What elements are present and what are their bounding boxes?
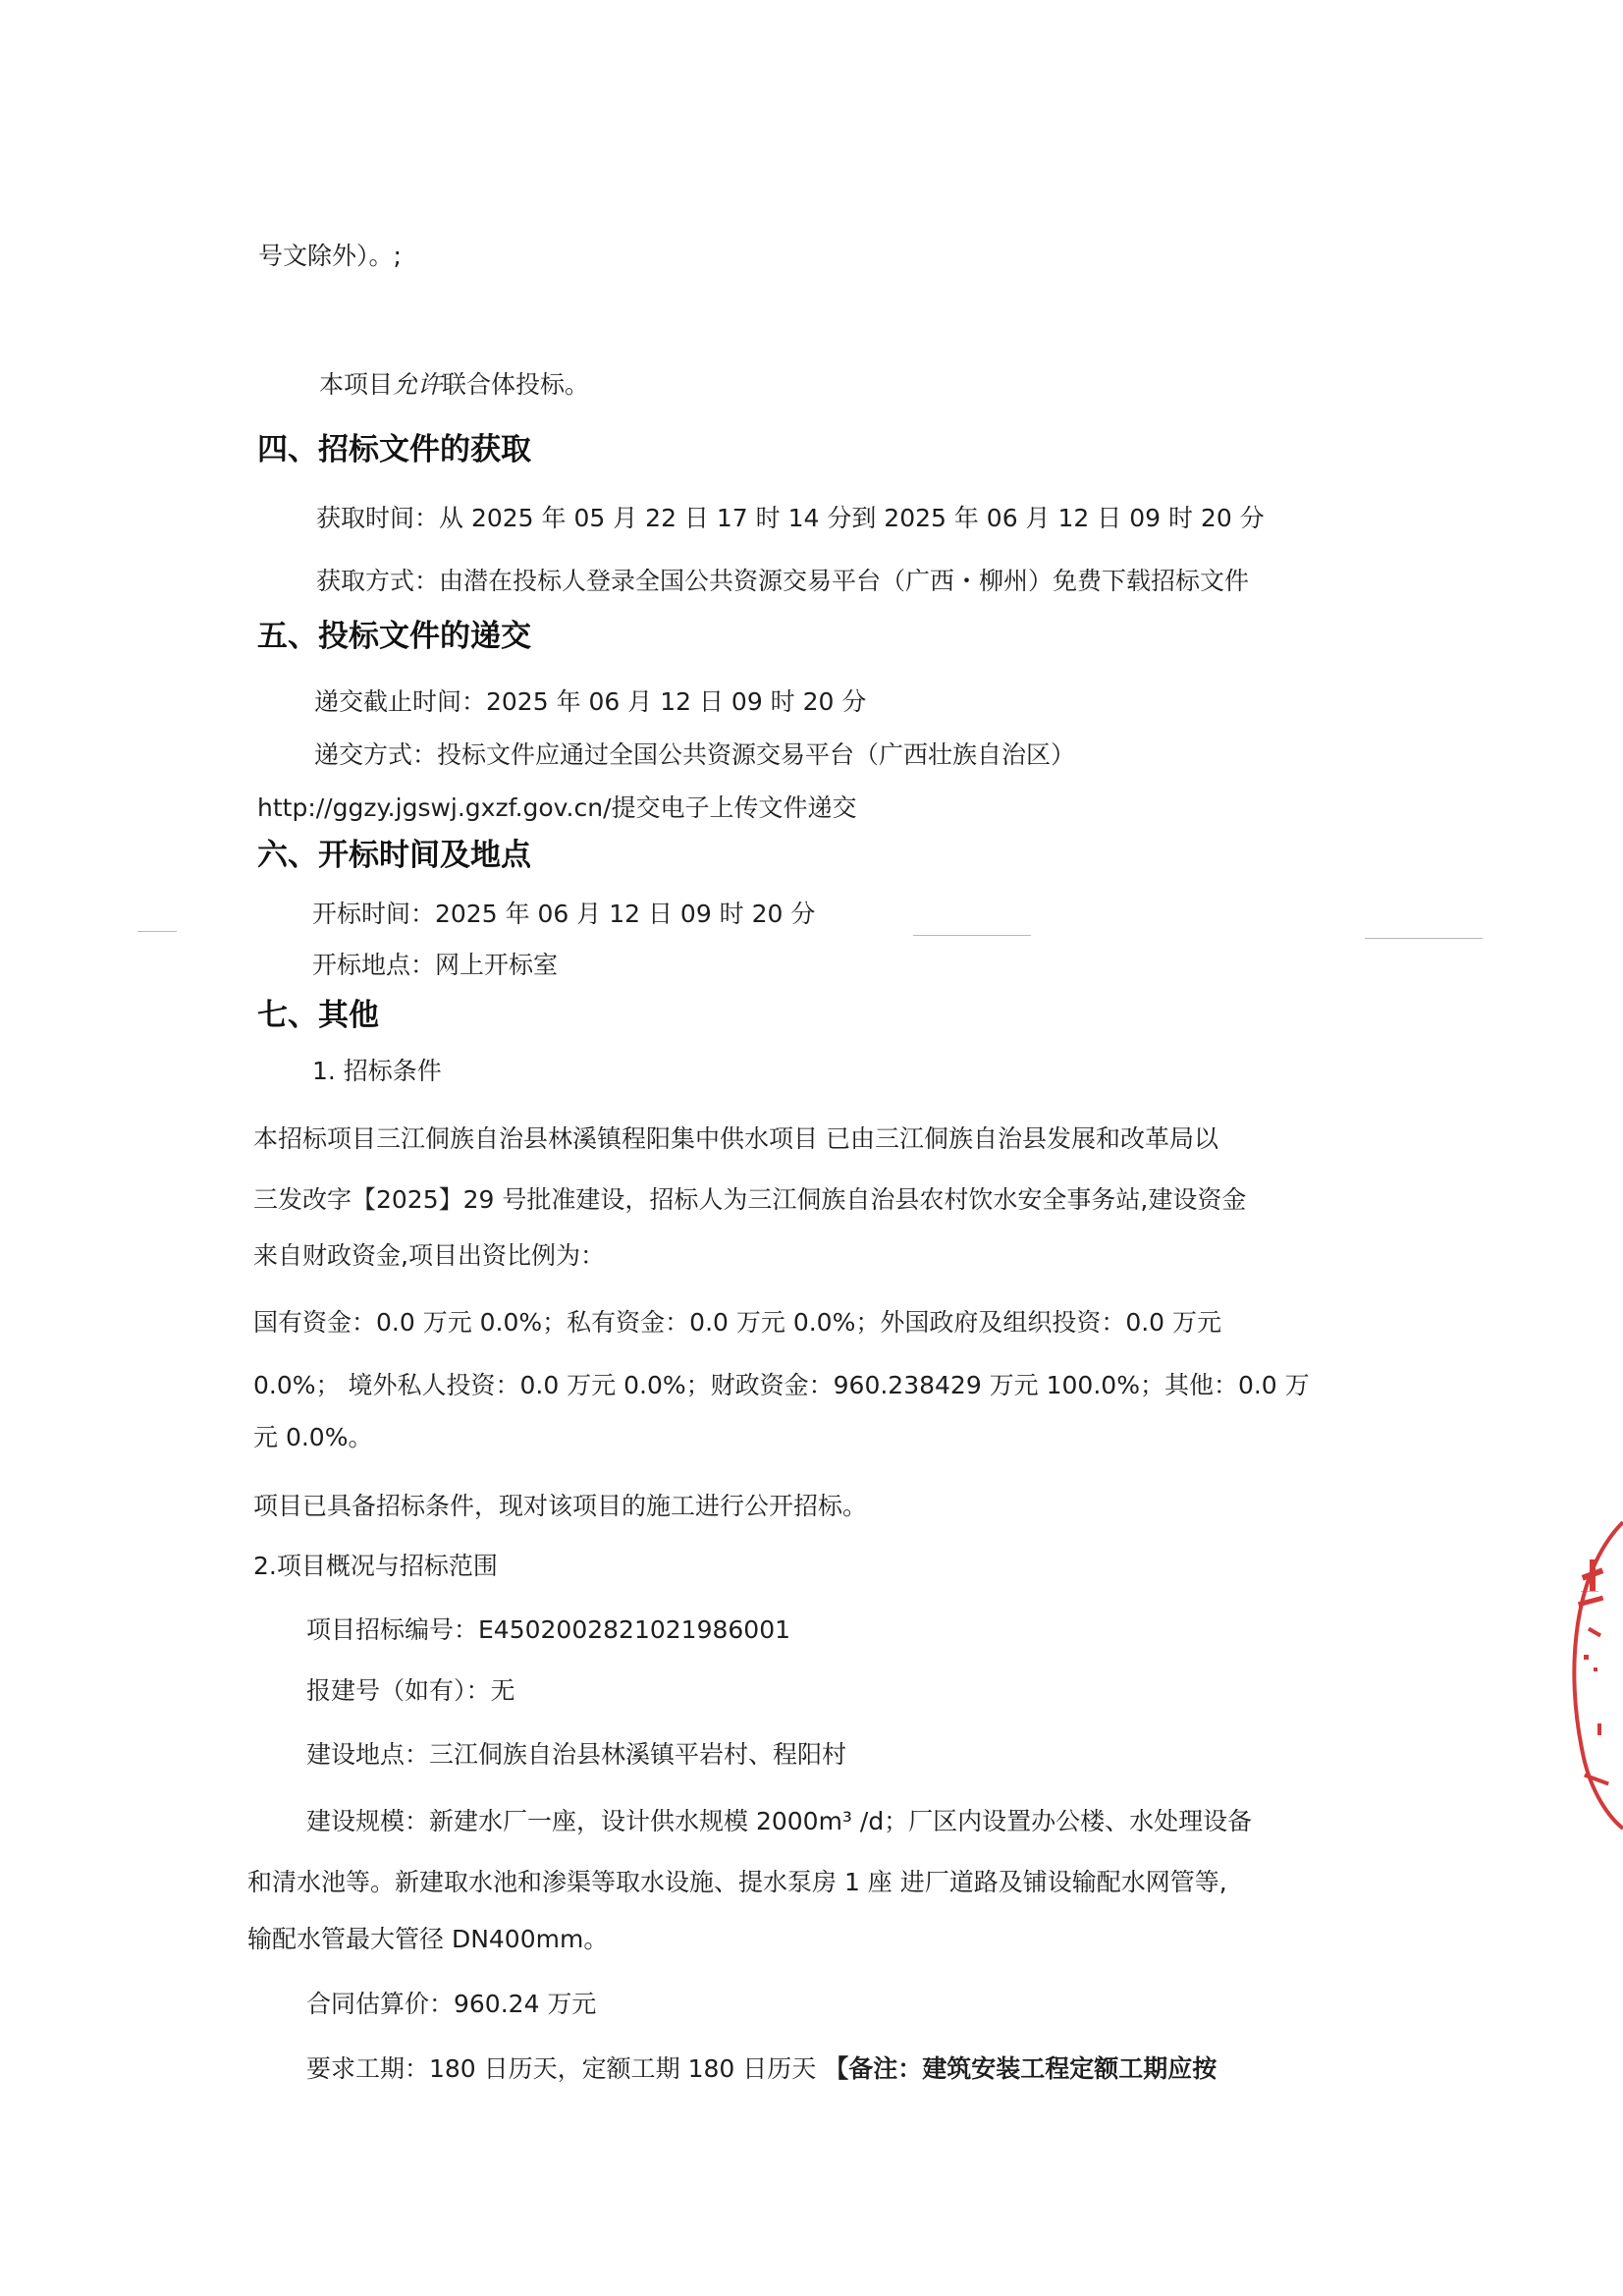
text-line-period	[306, 2052, 1217, 2086]
text-segment: 要求工期：180 日历天，定额工期 180 日历天	[306, 2054, 825, 2083]
section-heading-6: 六、开标时间及地点	[257, 838, 531, 873]
text-line-scale: 和清水池等。新建取水池和渗渠等取水设施、提水泵房 1 座 进厂道路及铺设输配水网管等,	[247, 1868, 1227, 1896]
paragraph-line: 项目已具备招标条件，现对该项目的施工进行公开招标。	[253, 1492, 868, 1520]
text-line-url: http://ggzy.jgswj.gxzf.gov.cn/提交电子上传文件递交	[257, 793, 857, 822]
text-line-consortium	[319, 368, 589, 402]
text-segment-note: 【备注：建筑安装工程定额工期应按	[824, 2054, 1217, 2083]
subheading-project-overview: 2.项目概况与招标范围	[253, 1552, 498, 1580]
text-line-deadline: 递交截止时间：2025 年 06 月 12 日 09 时 20 分	[314, 687, 867, 716]
handwritten-segment: 允许	[393, 370, 443, 399]
seal-icon	[1554, 1512, 1623, 1836]
text-line-scale: 输配水管最大管径 DN400mm。	[247, 1925, 609, 1953]
paragraph-line: 来自财政资金,项目出资比例为：	[253, 1241, 605, 1270]
text-segment: 联合体投标。	[442, 370, 590, 399]
paragraph-line: 国有资金：0.0 万元 0.0%；私有资金：0.0 万元 0.0%；外国政府及组织投资：0.0 万元	[253, 1308, 1222, 1337]
scan-noise	[137, 931, 177, 932]
section-heading-4: 四、招标文件的获取	[257, 432, 531, 467]
text-line-get-method: 获取方式：由潜在投标人登录全国公共资源交易平台（广西・柳州）免费下载招标文件	[316, 567, 1250, 595]
red-seal-stamp	[1554, 1512, 1623, 1836]
paragraph-line: 三发改字【2025】29 号批准建设，招标人为三江侗族自治县农村饮水安全事务站,建设资金	[253, 1185, 1247, 1214]
paragraph-line: 本招标项目三江侗族自治县林溪镇程阳集中供水项目 已由三江侗族自治县发展和改革局以	[253, 1124, 1218, 1153]
section-heading-5: 五、投标文件的递交	[257, 619, 531, 654]
text-line-get-time: 获取时间：从 2025 年 05 月 22 日 17 时 14 分到 2025 年 06 月 12 日 09 时 20 分	[316, 504, 1265, 532]
paragraph-line: 0.0%； 境外私人投资：0.0 万元 0.0%；财政资金：960.238429 万元 100.0%；其他：0.0 万	[253, 1371, 1310, 1399]
text-segment: 本项目	[319, 370, 394, 399]
text-line-submit-method: 递交方式：投标文件应通过全国公共资源交易平台（广西壮族自治区）	[314, 740, 1076, 769]
scan-noise	[1365, 938, 1483, 939]
scan-noise	[913, 935, 1031, 936]
text-line-price: 合同估算价：960.24 万元	[306, 1990, 597, 2018]
text-line-open-place: 开标地点：网上开标室	[312, 951, 559, 979]
subheading-tender-conditions: 1. 招标条件	[312, 1057, 442, 1085]
text-line-open-time: 开标时间：2025 年 06 月 12 日 09 时 20 分	[312, 900, 816, 928]
text-line-report-no: 报建号（如有）：无	[306, 1676, 515, 1705]
text-line-tender-code: 项目招标编号：E4502002821021986001	[306, 1615, 791, 1644]
text-line-scale: 建设规模：新建水厂一座，设计供水规模 2000m³ /d；厂区内设置办公楼、水处理设备	[306, 1807, 1253, 1835]
text-line-location: 建设地点：三江侗族自治县林溪镇平岩村、程阳村	[306, 1740, 847, 1769]
section-heading-7: 七、其他	[257, 998, 379, 1033]
text-line-continuation: 号文除外）。;	[258, 242, 402, 270]
paragraph-line: 元 0.0%。	[253, 1423, 373, 1451]
